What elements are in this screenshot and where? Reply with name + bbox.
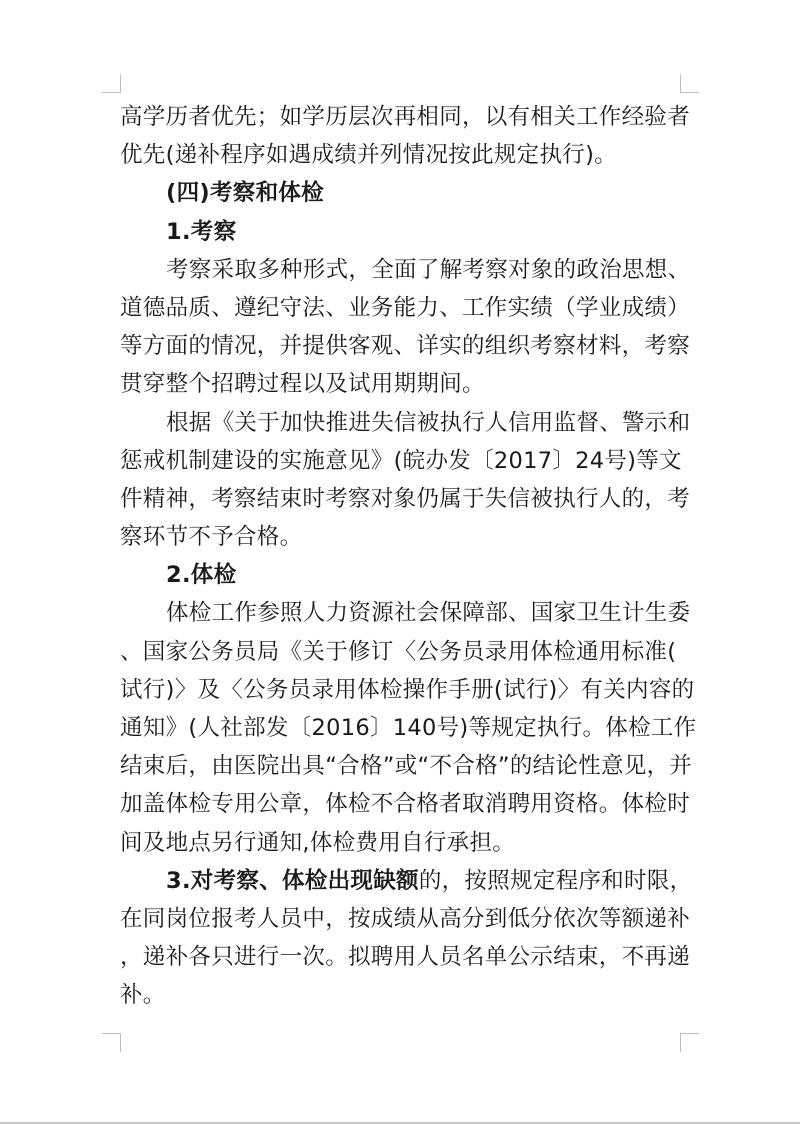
text-line: 试行)〉及〈公务员录用体检操作手册(试行)〉有关内容的 <box>120 676 695 703</box>
text-span: 的，按照规定程序和时限， <box>418 867 693 894</box>
subheading-medical-exam: 2.体检 <box>166 562 237 589</box>
text-line: 考察采取多种形式，全面了解考察对象的政治思想、 <box>166 256 691 283</box>
text-line: 体检工作参照人力资源社会保障部、国家卫生计生委 <box>166 600 691 627</box>
subheading-vacancy: 3.对考察、体检出现缺额 <box>166 867 419 894</box>
text-line: 件精神，考察结束时考察对象仍属于失信被执行人的，考 <box>120 485 691 512</box>
subheading-inspection: 1.考察 <box>166 218 237 245</box>
text-line: 通知》(人社部发〔2016〕140号)等规定执行。体检工作 <box>120 715 697 741</box>
text-line: 优先(递补程序如遇成绩并列情况按此规定执行)。 <box>120 142 617 169</box>
text-line: 、国家公务员局《关于修订〈公务员录用体检通用标准( <box>120 638 677 665</box>
text-line: 等方面的情况，并提供客观、详实的组织考察材料，考察 <box>120 333 691 360</box>
text-line: 惩戒机制建设的实施意见》(皖办发〔2017〕24号)等文 <box>120 447 682 474</box>
text-line-vacancy-rule <box>120 862 692 900</box>
text-line: 在同岗位报考人员中，按成绩从高分到低分依次等额递补 <box>120 905 691 932</box>
text-line: 补。 <box>120 982 166 1009</box>
margin-corner-mark-top-left <box>102 74 121 93</box>
text-line: 道德品质、遵纪守法、业务能力、工作实绩（学业成绩） <box>120 294 691 321</box>
document-body <box>120 98 697 1015</box>
text-line: 根据《关于加快推进失信被执行人信用监督、警示和 <box>166 409 691 436</box>
margin-corner-mark-bottom-left <box>102 1033 121 1052</box>
text-line: ，递补各只进行一次。拟聘用人员名单公示结束，不再递 <box>120 944 691 971</box>
text-line: 贯穿整个招聘过程以及试用期期间。 <box>120 371 485 398</box>
margin-corner-mark-top-right <box>680 74 699 93</box>
text-line: 间及地点另行通知,体检费用自行承担。 <box>120 829 516 856</box>
text-line: 结束后，由医院出具“合格”或“不合格”的结论性意见，并 <box>120 753 693 780</box>
text-line: 加盖体检专用公章，体检不合格者取消聘用资格。体检时 <box>120 791 691 818</box>
section-heading-inspection-and-medical: (四)考察和体检 <box>166 180 324 207</box>
text-line: 高学历者优先；如学历层次再相同，以有相关工作经验者 <box>120 104 691 130</box>
text-line: 察环节不予合格。 <box>120 524 303 551</box>
margin-corner-mark-bottom-right <box>680 1033 699 1052</box>
